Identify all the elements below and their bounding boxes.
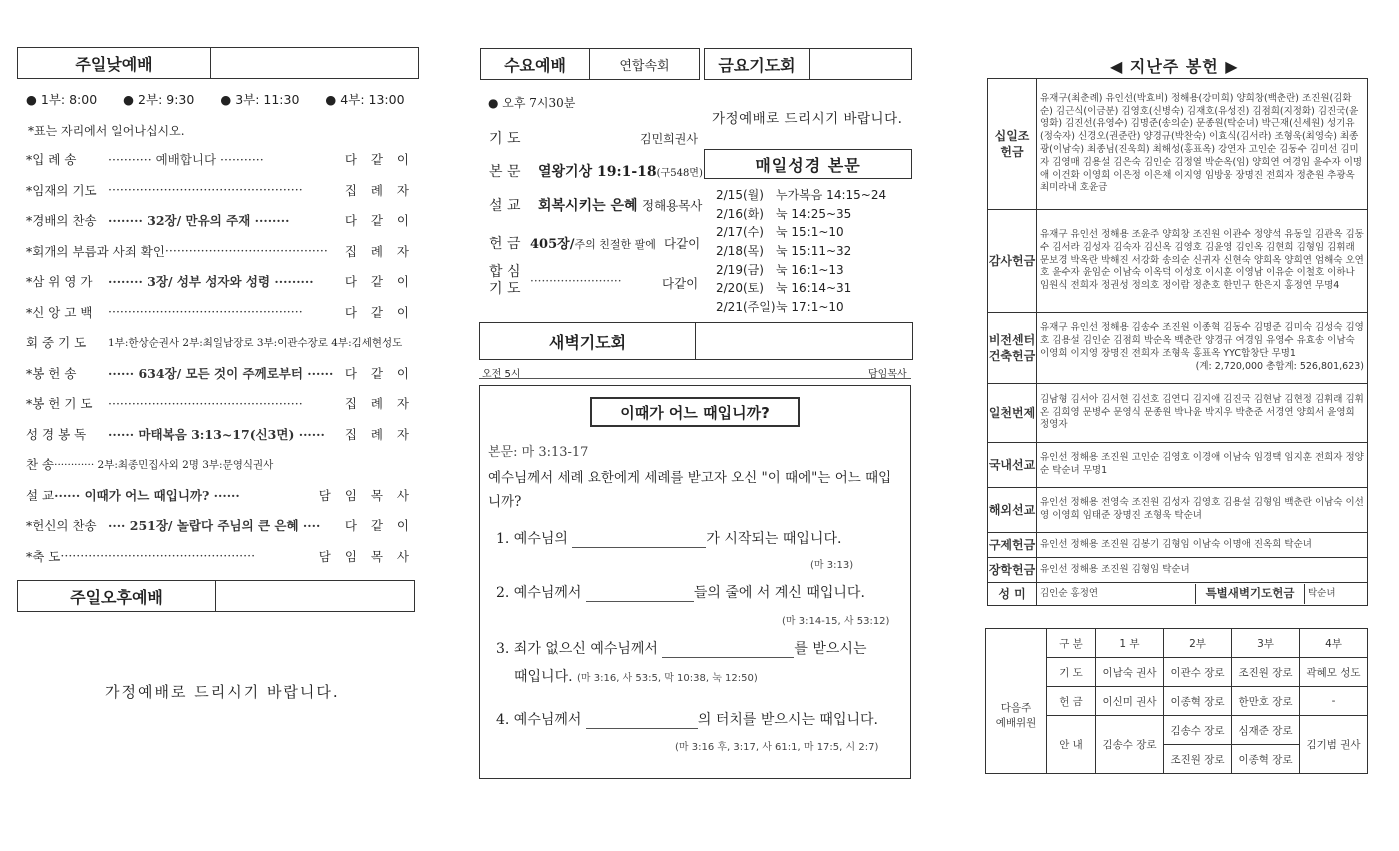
- offering-row: [988, 79, 1368, 210]
- question-1-ref: (마 3:13): [810, 560, 854, 571]
- worship-item-detail: ············ 2부:최종민집사외 2명 3부:문영식권사: [54, 458, 274, 471]
- offering-names: 유인선 정해용 조진원 김형임 탁순녀: [1040, 563, 1190, 575]
- committee-usher-2b: 조진원 장로: [1164, 745, 1232, 774]
- wednesday-sermon-title: 회복시키는 은혜: [538, 198, 638, 214]
- offering-row: [988, 443, 1368, 488]
- sunday-service-title: 주일낮예배: [18, 48, 211, 78]
- question-4-ref: (마 3:16 후, 3:17, 사 61:1, 마 17:5, 시 2:7): [675, 742, 879, 753]
- offering-category: 감사헌금: [988, 210, 1037, 313]
- wednesday-sermon: [538, 195, 702, 215]
- offering-row-rice: [988, 583, 1368, 606]
- worship-item: [26, 480, 414, 511]
- offering-row: [988, 313, 1368, 384]
- question-4-a: 4. 예수님께서: [496, 712, 582, 728]
- sermon-notes: [479, 385, 911, 779]
- offering-row: [988, 384, 1368, 443]
- offering-names-cell: [1037, 488, 1368, 533]
- question-3-cont: [514, 666, 758, 686]
- wednesday-time: ● 오후 7시30분: [488, 96, 576, 110]
- bible-reading-date: 2/16(화): [716, 206, 764, 221]
- worship-item-detail: ···· 251장/ 놀랍다 주님의 큰 은혜 ····: [108, 518, 321, 534]
- wednesday-header: [480, 48, 700, 80]
- worship-item-leader: 다 같 이: [344, 304, 414, 320]
- worship-item-label: *임재의 기도: [26, 182, 97, 198]
- wednesday-hymn-no: 405장/: [530, 237, 575, 252]
- question-2-a: 2. 예수님께서: [496, 585, 582, 601]
- wednesday-subtitle: 연합속회: [619, 58, 670, 74]
- bible-reading-list: [716, 186, 906, 317]
- wednesday-closing-dots: ························: [530, 274, 622, 288]
- wednesday-prayer: 김민희권사: [640, 132, 698, 146]
- question-1-blank: [572, 547, 706, 548]
- bible-reading-date: 2/20(토): [716, 281, 764, 296]
- offering-names-cell: [1037, 533, 1368, 558]
- bible-reading: [716, 205, 906, 224]
- worship-item-label: 성 경 봉 독: [26, 426, 87, 442]
- offering-names: 유인선 정해용 조진원 김봉기 김형임 이남숙 이명애 진옥희 탁순녀: [1040, 538, 1312, 550]
- worship-item-leader: 다 같 이: [344, 274, 414, 290]
- bible-reading-text: 눅 16:14~31: [776, 281, 852, 296]
- worship-item-label: *신 앙 고 백: [26, 304, 93, 320]
- wednesday-hymn-by: 다같이: [663, 236, 701, 251]
- dawn-divider: [479, 378, 911, 379]
- sunday-afternoon-title: 주일오후예배: [18, 581, 216, 611]
- wednesday-closing-by: 다같이: [662, 276, 699, 291]
- wednesday-hymn-label: 헌 금: [489, 236, 521, 252]
- worship-item: [26, 297, 414, 328]
- committee-table: [985, 628, 1368, 774]
- friday-header: [704, 48, 912, 80]
- offering-title: ◀ 지난주 봉헌 ▶: [1110, 57, 1239, 76]
- worship-item: [26, 388, 414, 419]
- question-3: [496, 638, 866, 658]
- offering-row: [988, 533, 1368, 558]
- worship-item: [26, 449, 414, 480]
- bible-reading-text: 눅 15:1~10: [776, 225, 844, 240]
- wednesday-closing-label: 합 심 기 도: [489, 264, 521, 297]
- worship-item-leader: 다 같 이: [344, 518, 414, 534]
- offering-names: 유인선 정해용 조진원 고인순 김영호 이경애 이남숙 임경택 임지훈 전희자 정양순 탁순녀 무명1: [1040, 452, 1364, 476]
- worship-item-detail: ·················································: [108, 395, 303, 411]
- offering-names-cell: [1037, 210, 1368, 313]
- bible-reading-date: 2/18(목): [716, 244, 764, 259]
- question-2-ref: (마 3:14-15, 사 53:12): [782, 616, 890, 627]
- wednesday-sermon-by: 정해용목사: [642, 198, 703, 213]
- question-2-b: 들의 줄에 서 계신 때입니다.: [693, 585, 865, 601]
- offering-names: 김남형 김서아 김서현 김선호 김연디 김지애 김진국 김현남 김현정 김휘래 김휘온 김희영 문병수 문영식 문종원 박나윤 박지우 박춘준 서경연 양희서 윤영희 정영자: [1040, 393, 1364, 431]
- offering-row: [988, 488, 1368, 533]
- question-4: [496, 709, 878, 729]
- bible-title-box: [704, 149, 912, 179]
- worship-item: [26, 175, 414, 206]
- sermon-notes-text: 본문: 마 3:13-17: [488, 445, 589, 460]
- offering-row: [988, 210, 1368, 313]
- worship-item: [26, 144, 414, 175]
- offering-category: 구제헌금: [988, 533, 1037, 558]
- question-1-b: 가 시작되는 때입니다.: [706, 531, 842, 547]
- worship-item-label: *경배의 찬송: [26, 213, 97, 229]
- offering-names: 유인선 정해용 전영숙 조진원 김성자 김영호 김용설 김형임 백춘란 이남숙 이선영 이영희 임태준 장명진 조형욱 탁순녀: [1040, 497, 1364, 521]
- committee-side-blank: [986, 629, 1047, 658]
- worship-item-leader: 다 같 이: [344, 365, 414, 381]
- worship-item-detail: ······ 634장/ 모든 것이 주께로부터 ······: [108, 365, 334, 381]
- committee-header-4: 4부: [1300, 629, 1368, 658]
- time-4: ● 4부: 13:00: [325, 92, 405, 107]
- standing-note: *표는 자리에서 일어나십시오.: [28, 124, 185, 138]
- worship-item-label: *입 례 송: [26, 152, 77, 168]
- bible-title: 매일성경 본문: [755, 155, 861, 175]
- question-3-blank: [662, 657, 794, 658]
- committee-usher-3a: 심재준 장로: [1232, 716, 1300, 745]
- dawn-prayer-header: [479, 322, 913, 360]
- time-2: ● 2부: 9:30: [123, 92, 195, 107]
- wednesday-text-label: 본 문: [489, 164, 521, 180]
- worship-item-detail: ·········································: [164, 243, 328, 259]
- worship-item-leader: 담 임 목 사: [318, 487, 414, 503]
- committee-offering-4: -: [1300, 687, 1368, 716]
- worship-item-label: 설 교: [26, 487, 55, 503]
- offering-rice-label: 성 미: [988, 583, 1037, 606]
- time-3: ● 3부: 11:30: [220, 92, 300, 107]
- worship-item-leader: 집 례 자: [344, 243, 414, 259]
- committee-usher-3b: 이종혁 장로: [1232, 745, 1300, 774]
- bible-reading: [716, 186, 906, 205]
- sunday-afternoon-header: [17, 580, 415, 612]
- wednesday-prayer-label: 기 도: [489, 131, 521, 147]
- committee-prayer-row: [986, 658, 1368, 687]
- committee-offering-1: 이신미 권사: [1096, 687, 1164, 716]
- bible-reading: [716, 298, 906, 317]
- bible-reading-text: 누가복음 14:15~24: [776, 188, 887, 202]
- bible-reading-date: 2/21(주일): [716, 300, 776, 315]
- bible-reading-date: 2/19(금): [716, 262, 764, 277]
- dawn-prayer-by: 담임목사: [868, 369, 907, 380]
- bible-reading-text: 눅 14:25~35: [776, 206, 852, 221]
- worship-item-label: 회 중 기 도: [26, 335, 87, 351]
- worship-item-leader: 집 례 자: [344, 426, 414, 442]
- sermon-notes-title: 이때가 어느 때입니까?: [620, 403, 770, 422]
- time-1: ● 1부: 8:00: [26, 92, 98, 107]
- offering-category: 해외선교: [988, 488, 1037, 533]
- committee-header-2: 2부: [1164, 629, 1232, 658]
- worship-item-label: *축 도: [26, 548, 61, 564]
- bible-reading-date: 2/17(수): [716, 225, 764, 240]
- sermon-notes-intro: 예수님께서 세례 요한에게 세례를 받고자 오신 "이 때에"는 어느 때입니까?: [488, 470, 892, 510]
- wednesday-text-page: (구548면): [656, 168, 703, 179]
- wednesday-text-ref: 열왕기상 19:1-18: [538, 164, 657, 180]
- worship-item-label: *봉 헌 기 도: [26, 396, 93, 412]
- offering-rice-names: [1037, 583, 1368, 606]
- committee-offering-3: 한만호 장로: [1232, 687, 1300, 716]
- committee-offering-2: 이종혁 장로: [1164, 687, 1232, 716]
- committee-header-0: 구 분: [1047, 629, 1096, 658]
- committee-prayer-3: 조진원 장로: [1232, 658, 1300, 687]
- bible-reading: [716, 223, 906, 242]
- special-dawn-names: 탁순녀: [1308, 587, 1336, 599]
- worship-item-detail: ··········· 예배합니다 ···········: [108, 152, 264, 168]
- offering-row: [988, 558, 1368, 583]
- question-4-b: 의 터치를 받으시는 때입니다.: [697, 712, 878, 728]
- friday-title: 금요기도회: [705, 49, 810, 79]
- offering-names: 유재구 유인선 정해용 조윤주 양희창 조진원 이관수 정양석 유동일 김관옥 김동수 김서라 김성자 김숙자 김신옥 김영호 김윤영 김인옥 김현희 김형임 김휘래 문보경 박옥란 박해진 서강화 송의순 신귀자 신현숙 양희옥 양희연 엄해숙 오연호 윤수자 윤임순 이남숙 이옥덕 이성호 이시훈 이영남 이유순 이철호 이하나 임원식 전희자 정권성 정의호 정이람 정춘호 한민구 한은지 홍정연 무명4: [1040, 228, 1364, 292]
- worship-item: [26, 266, 414, 297]
- offering-names: 유재구(최춘례) 유인선(박효비) 정해용(강미희) 양희창(백춘란) 조진원(김화순) 김근식(이금분) 김영호(신병숙) 김재호(유성진) 김점희(지정화) 김진국(윤영화) 김진선(유영수) 김명준(송의순) 문종원(탁순녀) 박근재(신세원) 성기유(정숙자) 신경오(권준란) 양경규(박찬숙) 이효식(김서라) 조형욱(최영숙) 최종광(이남숙) 최종님(진욱희) 최해성(홍표옥) 강연자 고인순 김동수 김미선 김미자 김영매 김용설 김은숙 김인순 김정열 박순옥(임) 양희연 여경임 윤수자 이명애 이건화 이영희 이은정 이은채 이지영 임방웅 장명진 전희자 정춘원 추광옥 최미라내 호윤금: [1040, 92, 1363, 194]
- committee-usher-4: 김기범 권사: [1300, 716, 1368, 774]
- committee-header-3: 3부: [1232, 629, 1300, 658]
- worship-item: [26, 510, 414, 541]
- friday-message: 가정예배로 드리시기 바랍니다.: [712, 111, 903, 127]
- question-4-blank: [586, 728, 698, 729]
- worship-item-leader: 집 례 자: [344, 182, 414, 198]
- committee-usher-1: 김송수 장로: [1096, 716, 1164, 774]
- special-dawn-label: 특별새벽기도헌금: [1196, 584, 1305, 605]
- wednesday-sermon-label: 설 교: [489, 198, 521, 214]
- committee-header-row: [986, 629, 1368, 658]
- committee-prayer-2: 이관수 장로: [1164, 658, 1232, 687]
- offering-names-cell: [1037, 79, 1368, 210]
- sermon-notes-title-box: [590, 397, 800, 427]
- worship-item-label: *삼 위 영 가: [26, 274, 93, 290]
- offering-names-cell: [1037, 443, 1368, 488]
- offering-table: [987, 78, 1368, 606]
- worship-item: [26, 541, 414, 572]
- worship-item-detail: ······ 이때가 어느 때입니까? ······: [54, 487, 240, 503]
- question-2-blank: [586, 601, 694, 602]
- sunday-service-header: [17, 47, 419, 79]
- wednesday-hymn: [530, 233, 700, 252]
- offering-total: (계: 2,720,000 총합계: 526,801,623): [1195, 360, 1364, 372]
- worship-item-detail: ·················································: [108, 304, 303, 320]
- worship-item: [26, 327, 414, 358]
- rice-names: 김인순 홍정연: [1037, 584, 1196, 605]
- dawn-prayer-time: 오전 5시: [482, 369, 521, 380]
- wednesday-hymn-title: 주의 친절한 팔에: [574, 238, 656, 251]
- committee-prayer-label: 기 도: [1047, 658, 1096, 687]
- offering-category: 장학헌금: [988, 558, 1037, 583]
- order-of-worship: [26, 144, 414, 571]
- question-3-b: 를 받으시는: [794, 641, 867, 657]
- worship-item: [26, 205, 414, 236]
- worship-item-detail: ······ 마태복음 3:13~17(신3면) ······: [108, 426, 325, 442]
- question-1: [496, 528, 841, 548]
- worship-item-detail: ·················································: [60, 548, 256, 564]
- offering-names-cell: [1037, 384, 1368, 443]
- bible-reading-date: 2/15(월): [716, 188, 764, 202]
- committee-prayer-1: 이남숙 권사: [1096, 658, 1164, 687]
- worship-item-label: *봉 헌 송: [26, 365, 77, 381]
- question-3-c: 때입니다.: [514, 669, 573, 685]
- question-3-ref: (마 3:16, 사 53:5, 막 10:38, 눅 12:50): [577, 673, 758, 684]
- worship-item-detail: ·················································: [108, 182, 303, 198]
- committee-usher-label: 안 내: [1047, 716, 1096, 774]
- worship-item-label: *헌신의 찬송: [26, 518, 97, 534]
- sunday-afternoon-message: 가정예배로 드리시기 바랍니다.: [105, 683, 340, 701]
- bible-reading-text: 눅 17:1~10: [776, 300, 844, 315]
- offering-category: 십일조 헌금: [988, 79, 1037, 210]
- bible-reading: [716, 261, 906, 280]
- bible-reading-text: 눅 16:1~13: [776, 262, 844, 277]
- worship-item-detail: ········ 32장/ 만유의 주재 ········: [108, 213, 290, 229]
- committee-header-1: 1 부: [1096, 629, 1164, 658]
- committee-side-label: 다음주 예배위원: [986, 658, 1047, 774]
- committee-usher-2a: 김송수 장로: [1164, 716, 1232, 745]
- worship-item-leader: 다 같 이: [344, 152, 414, 168]
- offering-category: 일천번제: [988, 384, 1037, 443]
- wednesday-title: 수요예배: [481, 49, 590, 79]
- question-3-a: 3. 죄가 없으신 예수님께서: [496, 641, 658, 657]
- service-times: [26, 90, 426, 108]
- question-2: [496, 582, 865, 602]
- dawn-prayer-title: 새벽기도회: [480, 323, 696, 359]
- wednesday-text: [538, 161, 703, 181]
- worship-item-detail: ········ 3장/ 성부 성자와 성령 ·········: [108, 274, 314, 290]
- bible-reading-text: 눅 15:11~32: [776, 244, 852, 259]
- worship-item-leader: 다 같 이: [344, 213, 414, 229]
- question-1-a: 1. 예수님의: [496, 531, 568, 547]
- bible-reading: [716, 279, 906, 298]
- offering-category: 비전센터 건축헌금: [988, 313, 1037, 384]
- worship-item: [26, 419, 414, 450]
- worship-item-leader: 집 례 자: [344, 396, 414, 412]
- bible-reading: [716, 242, 906, 261]
- offering-category: 국내선교: [988, 443, 1037, 488]
- worship-item: [26, 236, 414, 267]
- offering-names-cell: [1037, 313, 1368, 384]
- worship-item-detail: 1부:한상순권사 2부:최일남장로 3부:이관수장로 4부:김세현성도: [108, 336, 403, 349]
- worship-item: [26, 358, 414, 389]
- worship-item-leader: 담 임 목 사: [318, 548, 414, 564]
- worship-item-label: *회개의 부름과 사죄 확인: [26, 243, 165, 259]
- committee-prayer-4: 곽혜모 성도: [1300, 658, 1368, 687]
- committee-offering-label: 헌 금: [1047, 687, 1096, 716]
- offering-names: 유재구 유인선 정해용 김송수 조진원 이종혁 김동수 김명준 김미숙 김성숙 김영호 김용설 김인순 김점희 박순옥 백춘란 양경규 여경임 유영수 유효송 이남숙 이영희 이지영 장명진 전희자 조형욱 홍표옥 YYC합창단 무명1: [1040, 322, 1364, 359]
- offering-names-cell: [1037, 558, 1368, 583]
- worship-item-label: 찬 송: [26, 457, 55, 473]
